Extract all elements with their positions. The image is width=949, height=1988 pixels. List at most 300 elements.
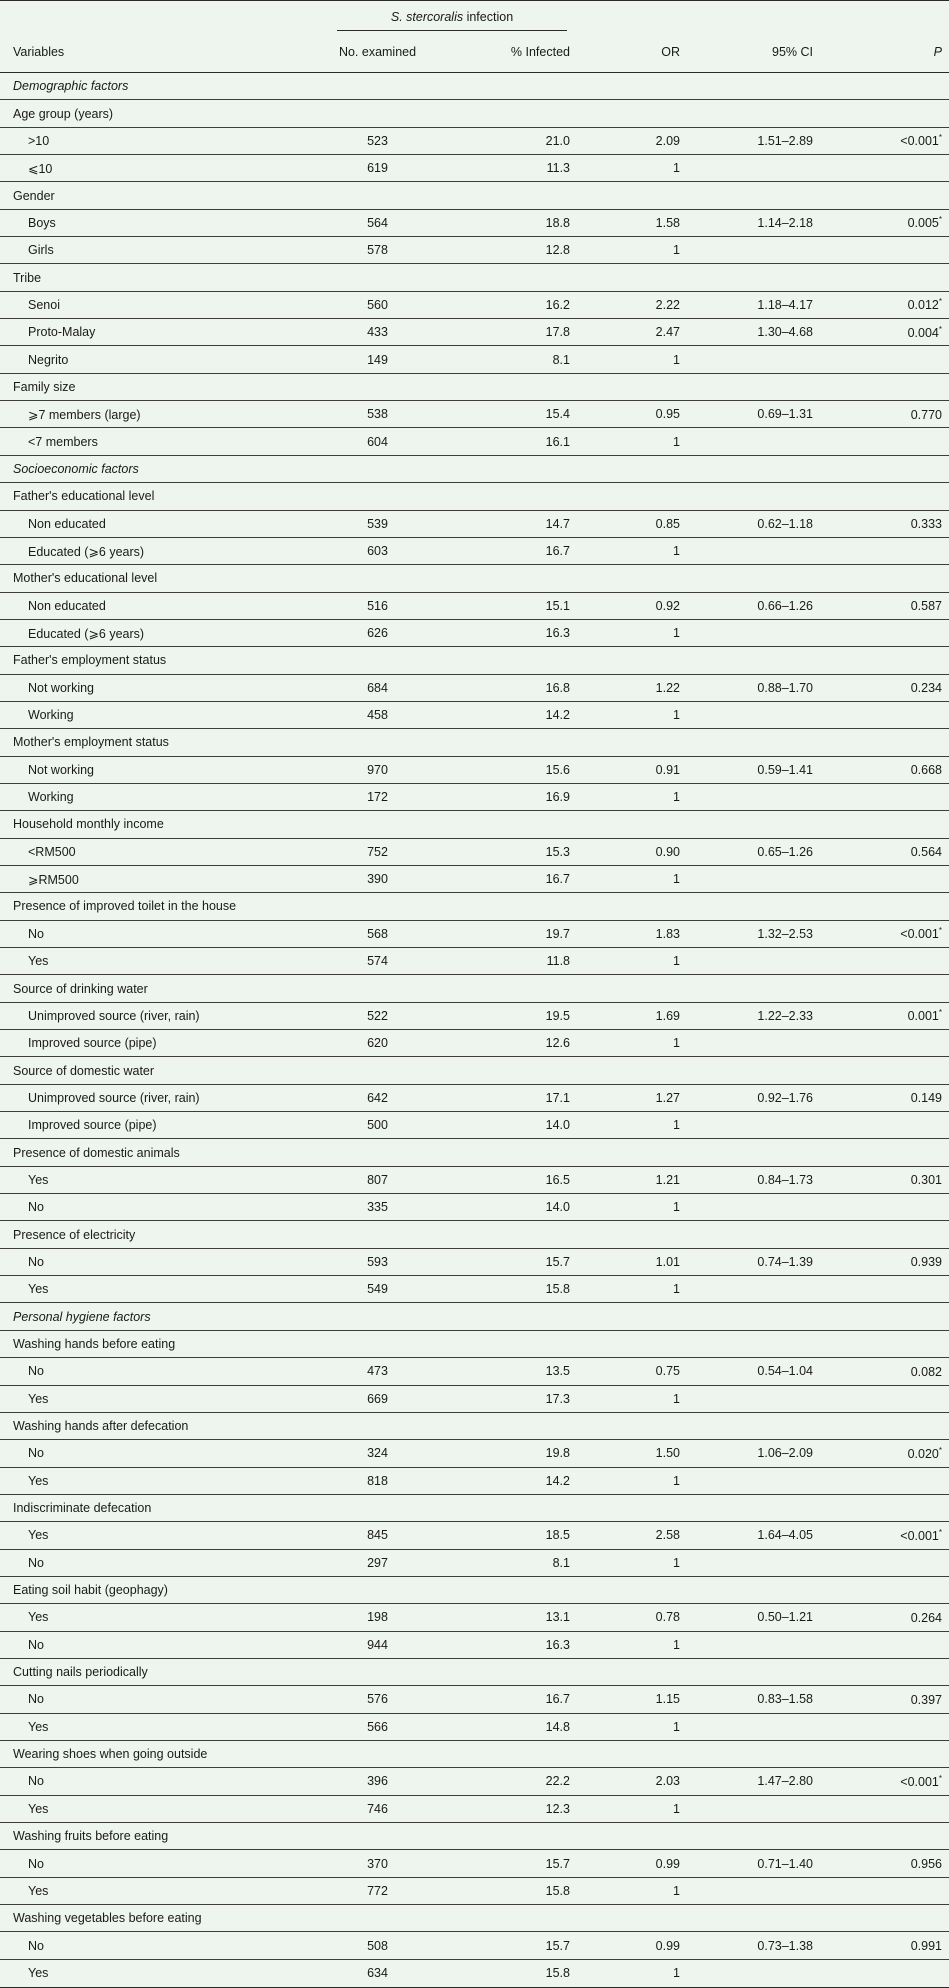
header-95-ci: 95% CI [772,44,813,59]
cell-no-examined: 642 [367,1090,388,1105]
cell-pct-infected: 16.5 [545,1172,570,1187]
table-row [0,620,949,647]
table-row [0,1276,949,1303]
p-value-text: 0.149 [910,1091,942,1106]
p-value-text: 0.005 [907,216,939,231]
cell-no-examined: 568 [367,926,388,941]
cell-no-examined: 390 [367,872,388,887]
cell-or: 0.90 [655,844,680,859]
group-row [0,483,949,510]
cell-no-examined: 752 [367,844,388,859]
cell-or: 2.47 [655,325,680,340]
cell-pct-infected: 15.4 [545,407,570,422]
significance-marker: * [938,297,942,307]
table-header-row [0,31,949,73]
variable-label: Non educated [28,598,106,613]
cell-pct-infected: 15.8 [545,1883,570,1898]
cell-pct-infected: 12.8 [545,243,570,258]
cell-or: 1.58 [655,215,680,230]
cell-95-ci: 1.51–2.89 [757,133,813,148]
cell-p-value [813,762,942,777]
variable-label: ⩽10 [28,161,53,176]
cell-p-value [813,926,942,941]
variable-label: Girls [28,243,54,258]
cell-p-value [813,297,942,312]
header-or: OR [661,44,680,59]
variable-label: Negrito [28,352,69,367]
cell-or: 1 [673,1719,680,1734]
cell-or: 1 [673,954,680,969]
variable-label: Yes [28,1966,49,1981]
table-row [0,839,949,866]
table-row [0,921,949,948]
cell-or: 1 [673,1036,680,1051]
cell-or: 0.75 [655,1364,680,1379]
cell-pct-infected: 13.1 [545,1610,570,1625]
group-label: Washing hands before eating [13,1336,176,1351]
group-label: Tribe [13,270,42,285]
header-pct-infected: % Infected [510,44,570,59]
table-header-group [0,1,949,31]
group-label: Indiscriminate defecation [13,1501,152,1516]
table-row [0,784,949,811]
cell-p-value [813,1856,942,1871]
variable-label: No [28,1856,44,1871]
group-label: Presence of electricity [13,1227,136,1242]
cell-no-examined: 772 [367,1883,388,1898]
cell-no-examined: 634 [367,1966,388,1981]
variable-label: Unimproved source (river, rain) [28,1090,200,1105]
p-value-text: 0.939 [910,1255,942,1270]
group-row [0,374,949,401]
table-row [0,1358,949,1385]
group-row [0,1139,949,1166]
variable-label: Non educated [28,516,106,531]
cell-or: 2.22 [655,297,680,312]
variable-label: Proto-Malay [28,325,96,340]
p-value-text: 0.012 [907,298,939,313]
species-name: S. stercoralis [390,10,464,24]
cell-p-value [813,680,942,695]
table-row [0,1468,949,1495]
p-value-text: 0.587 [910,599,942,614]
cell-pct-infected: 14.2 [545,1473,570,1488]
cell-or: 1 [673,626,680,641]
p-value-text: 0.004 [907,325,939,340]
cell-pct-infected: 15.1 [545,598,570,613]
cell-or: 0.99 [655,1938,680,1953]
group-row [0,182,949,209]
cell-no-examined: 576 [367,1692,388,1707]
cell-no-examined: 473 [367,1364,388,1379]
cell-95-ci: 1.18–4.17 [757,297,813,312]
cell-p-value [813,325,942,340]
variable-label: No [28,1938,44,1953]
variable-label: <7 members [28,434,98,449]
table-row [0,511,949,538]
cell-p-value [813,1364,942,1379]
group-label: Source of domestic water [13,1063,155,1078]
cell-p-value [813,215,942,230]
cell-no-examined: 564 [367,215,388,230]
cell-or: 1.01 [655,1254,680,1269]
cell-pct-infected: 11.3 [546,161,570,176]
cell-no-examined: 818 [367,1473,388,1488]
cell-pct-infected: 14.2 [545,708,570,723]
cell-pct-infected: 8.1 [552,352,570,367]
section-label: Demographic factors [13,79,129,94]
group-label: Washing hands after defecation [13,1419,189,1434]
cell-no-examined: 149 [367,352,388,367]
table-row [0,319,949,346]
cell-pct-infected: 19.8 [545,1446,570,1461]
significance-marker: * [938,926,942,936]
cell-pct-infected: 18.8 [545,215,570,230]
group-label: Age group (years) [13,106,114,121]
variable-label: Working [28,708,74,723]
variable-label: Improved source (pipe) [28,1036,157,1051]
variable-label: Yes [28,1172,49,1187]
table-row [0,1796,949,1823]
section-row [0,456,949,483]
cell-pct-infected: 15.3 [545,844,570,859]
significance-marker: * [938,1527,942,1537]
group-label: Presence of improved toilet in the house [13,899,237,914]
cell-95-ci: 0.92–1.76 [757,1090,813,1105]
variable-label: ⩾7 members (large) [28,407,141,422]
cell-or: 0.78 [655,1610,680,1625]
group-row [0,264,949,291]
variable-label: No [28,1637,44,1652]
cell-no-examined: 566 [367,1719,388,1734]
header-variables: Variables [13,44,65,59]
table-row [0,1878,949,1905]
cell-95-ci: 1.22–2.33 [757,1008,813,1023]
cell-pct-infected: 19.5 [545,1008,570,1023]
cell-or: 1 [673,1966,680,1981]
cell-or: 1 [673,243,680,258]
table-row [0,1522,949,1549]
cell-pct-infected: 14.0 [545,1200,570,1215]
cell-no-examined: 746 [367,1801,388,1816]
cell-p-value [813,1254,942,1269]
infection-word: infection [463,10,514,24]
cell-pct-infected: 15.8 [545,1282,570,1297]
variable-label: No [28,926,44,941]
table-row [0,757,949,784]
variable-label: Boys [28,215,56,230]
cell-or: 1 [673,544,680,559]
table-row [0,346,949,373]
cell-no-examined: 970 [367,762,388,777]
cell-p-value [813,1090,942,1105]
group-label: Household monthly income [13,817,164,832]
infection-column-group-header [337,10,567,31]
cell-95-ci: 1.30–4.68 [757,325,813,340]
cell-or: 0.99 [655,1856,680,1871]
variable-label: No [28,1254,44,1269]
group-row [0,1741,949,1768]
cell-or: 1 [673,434,680,449]
cell-pct-infected: 15.6 [545,762,570,777]
group-row [0,1905,949,1932]
cell-95-ci: 0.50–1.21 [757,1610,813,1625]
cell-no-examined: 549 [367,1282,388,1297]
cell-pct-infected: 16.3 [545,1637,570,1652]
table-row [0,428,949,455]
cell-95-ci: 0.69–1.31 [757,407,813,422]
p-value-text: <0.001 [900,927,939,942]
group-row [0,1659,949,1686]
table-row [0,1085,949,1112]
cell-no-examined: 335 [367,1200,388,1215]
variable-label: Yes [28,1391,49,1406]
cell-p-value [813,1938,942,1953]
p-value-text: 0.001 [907,1009,939,1024]
cell-pct-infected: 16.7 [545,544,570,559]
variable-label: ⩾RM500 [28,872,79,887]
cell-or: 1 [673,1555,680,1570]
p-value-text: 0.991 [910,1939,942,1954]
cell-no-examined: 620 [367,1036,388,1051]
cell-no-examined: 669 [367,1391,388,1406]
p-value-text: 0.264 [910,1610,942,1625]
variable-label: Senoi [28,297,60,312]
cell-pct-infected: 17.1 [545,1090,570,1105]
cell-pct-infected: 16.7 [545,1692,570,1707]
group-row [0,647,949,674]
cell-95-ci: 1.14–2.18 [757,215,813,230]
p-value-text: 0.301 [910,1173,942,1188]
cell-no-examined: 538 [367,407,388,422]
cell-or: 2.58 [655,1528,680,1543]
variable-label: Not working [28,762,94,777]
table-row [0,1768,949,1795]
cell-95-ci: 0.74–1.39 [757,1254,813,1269]
cell-or: 1.69 [655,1008,680,1023]
cell-pct-infected: 12.3 [545,1801,570,1816]
cell-pct-infected: 22.2 [545,1774,570,1789]
table-row [0,1604,949,1631]
cell-or: 1 [673,1473,680,1488]
cell-pct-infected: 11.8 [546,954,570,969]
group-row [0,975,949,1002]
cell-pct-infected: 21.0 [545,133,570,148]
group-label: Washing fruits before eating [13,1829,169,1844]
table-row [0,401,949,428]
cell-pct-infected: 15.7 [545,1856,570,1871]
table-row [0,1850,949,1877]
cell-no-examined: 198 [367,1610,388,1625]
group-label: Source of drinking water [13,981,148,996]
variable-label: <RM500 [28,844,76,859]
table-row [0,1030,949,1057]
cell-pct-infected: 15.7 [545,1938,570,1953]
variable-label: Not working [28,680,94,695]
cell-pct-infected: 19.7 [545,926,570,941]
group-row [0,811,949,838]
cell-no-examined: 626 [367,626,388,641]
cell-95-ci: 0.88–1.70 [757,680,813,695]
cell-no-examined: 604 [367,434,388,449]
table-row [0,1440,949,1467]
table-row [0,155,949,182]
cell-pct-infected: 14.8 [545,1719,570,1734]
variable-label: Yes [28,954,49,969]
table-row [0,237,949,264]
cell-p-value [813,1692,942,1707]
table-row [0,1386,949,1413]
cell-pct-infected: 15.7 [545,1254,570,1269]
cell-95-ci: 0.62–1.18 [757,516,813,531]
cell-no-examined: 516 [367,598,388,613]
cell-95-ci: 0.71–1.40 [757,1856,813,1871]
group-row [0,1057,949,1084]
table-row [0,1550,949,1577]
cell-no-examined: 370 [367,1856,388,1871]
p-value-text: 0.397 [910,1692,942,1707]
cell-no-examined: 807 [367,1172,388,1187]
cell-no-examined: 500 [367,1118,388,1133]
cell-or: 1 [673,1883,680,1898]
cell-or: 1.15 [655,1692,680,1707]
cell-pct-infected: 18.5 [545,1528,570,1543]
group-label: Father's employment status [13,653,167,668]
cell-p-value [813,598,942,613]
group-row [0,100,949,127]
group-label: Family size [13,379,76,394]
group-label: Mother's employment status [13,735,169,750]
cell-or: 0.92 [655,598,680,613]
cell-pct-infected: 16.1 [545,434,570,449]
cell-or: 1.50 [655,1446,680,1461]
significance-marker: * [938,324,942,334]
variable-label: Yes [28,1801,49,1816]
group-label: Cutting nails periodically [13,1665,148,1680]
cell-pct-infected: 14.0 [545,1118,570,1133]
cell-p-value [813,1774,942,1789]
cell-95-ci: 0.84–1.73 [757,1172,813,1187]
group-row [0,893,949,920]
variable-label: >10 [28,133,50,148]
cell-or: 0.85 [655,516,680,531]
cell-or: 1.27 [655,1090,680,1105]
group-row [0,1413,949,1440]
table-row [0,1686,949,1713]
cell-or: 1 [673,708,680,723]
cell-95-ci: 0.66–1.26 [757,598,813,613]
section-row [0,73,949,100]
header-p-value: P [933,44,942,59]
cell-pct-infected: 14.7 [545,516,570,531]
cell-no-examined: 619 [367,161,388,176]
group-label: Washing vegetables before eating [13,1911,202,1926]
table-row [0,1194,949,1221]
cell-no-examined: 324 [367,1446,388,1461]
cell-p-value [813,1610,942,1625]
table-row [0,702,949,729]
table-row [0,292,949,319]
p-value-text: <0.001 [900,134,939,149]
cell-p-value [813,1008,942,1023]
variable-label: Yes [28,1610,49,1625]
group-label: Presence of domestic animals [13,1145,180,1160]
header-no-examined: No. examined [338,44,417,59]
group-row [0,565,949,592]
table-row [0,948,949,975]
cell-p-value [813,1172,942,1187]
variable-label: Yes [28,1473,49,1488]
p-value-text: 0.333 [910,517,942,532]
table-row [0,1632,949,1659]
table-row [0,128,949,155]
variable-label: No [28,1446,44,1461]
cell-or: 1 [673,1637,680,1652]
group-row [0,1577,949,1604]
significance-marker: * [938,1445,942,1455]
cell-or: 1 [673,1200,680,1215]
cell-no-examined: 433 [367,325,388,340]
variable-label: Improved source (pipe) [28,1118,157,1133]
table-row [0,1932,949,1959]
cell-no-examined: 539 [367,516,388,531]
cell-95-ci: 0.73–1.38 [757,1938,813,1953]
significance-marker: * [938,1008,942,1018]
group-label: Mother's educational level [13,571,158,586]
group-row [0,1823,949,1850]
table-row [0,210,949,237]
cell-no-examined: 578 [367,243,388,258]
p-value-text: 0.564 [910,845,942,860]
cell-p-value [813,844,942,859]
cell-95-ci: 0.59–1.41 [757,762,813,777]
variable-label: Yes [28,1528,49,1543]
section-row [0,1303,949,1330]
cell-or: 1.21 [655,1172,680,1187]
cell-pct-infected: 16.8 [545,680,570,695]
table-row [0,1167,949,1194]
cell-no-examined: 574 [367,954,388,969]
table-row [0,675,949,702]
table-row [0,538,949,565]
cell-or: 1 [673,352,680,367]
cell-no-examined: 845 [367,1528,388,1543]
cell-95-ci: 1.47–2.80 [757,1774,813,1789]
p-value-text: 0.956 [910,1857,942,1872]
cell-95-ci: 0.54–1.04 [757,1364,813,1379]
group-label: Eating soil habit (geophagy) [13,1583,168,1598]
variable-label: Yes [28,1883,49,1898]
cell-no-examined: 684 [367,680,388,695]
significance-marker: * [938,1773,942,1783]
group-row [0,729,949,756]
variable-label: No [28,1555,44,1570]
cell-no-examined: 560 [367,297,388,312]
cell-pct-infected: 17.8 [545,325,570,340]
cell-p-value [813,1446,942,1461]
cell-pct-infected: 16.3 [545,626,570,641]
variable-label: Yes [28,1282,49,1297]
cell-95-ci: 1.64–4.05 [757,1528,813,1543]
variable-label: Educated (⩾6 years) [28,626,145,641]
p-value-text: 0.234 [910,681,942,696]
table-row [0,1112,949,1139]
table-row [0,593,949,620]
group-label: Father's educational level [13,489,155,504]
cell-or: 0.91 [655,762,680,777]
cell-no-examined: 523 [367,133,388,148]
cell-p-value [813,133,942,148]
